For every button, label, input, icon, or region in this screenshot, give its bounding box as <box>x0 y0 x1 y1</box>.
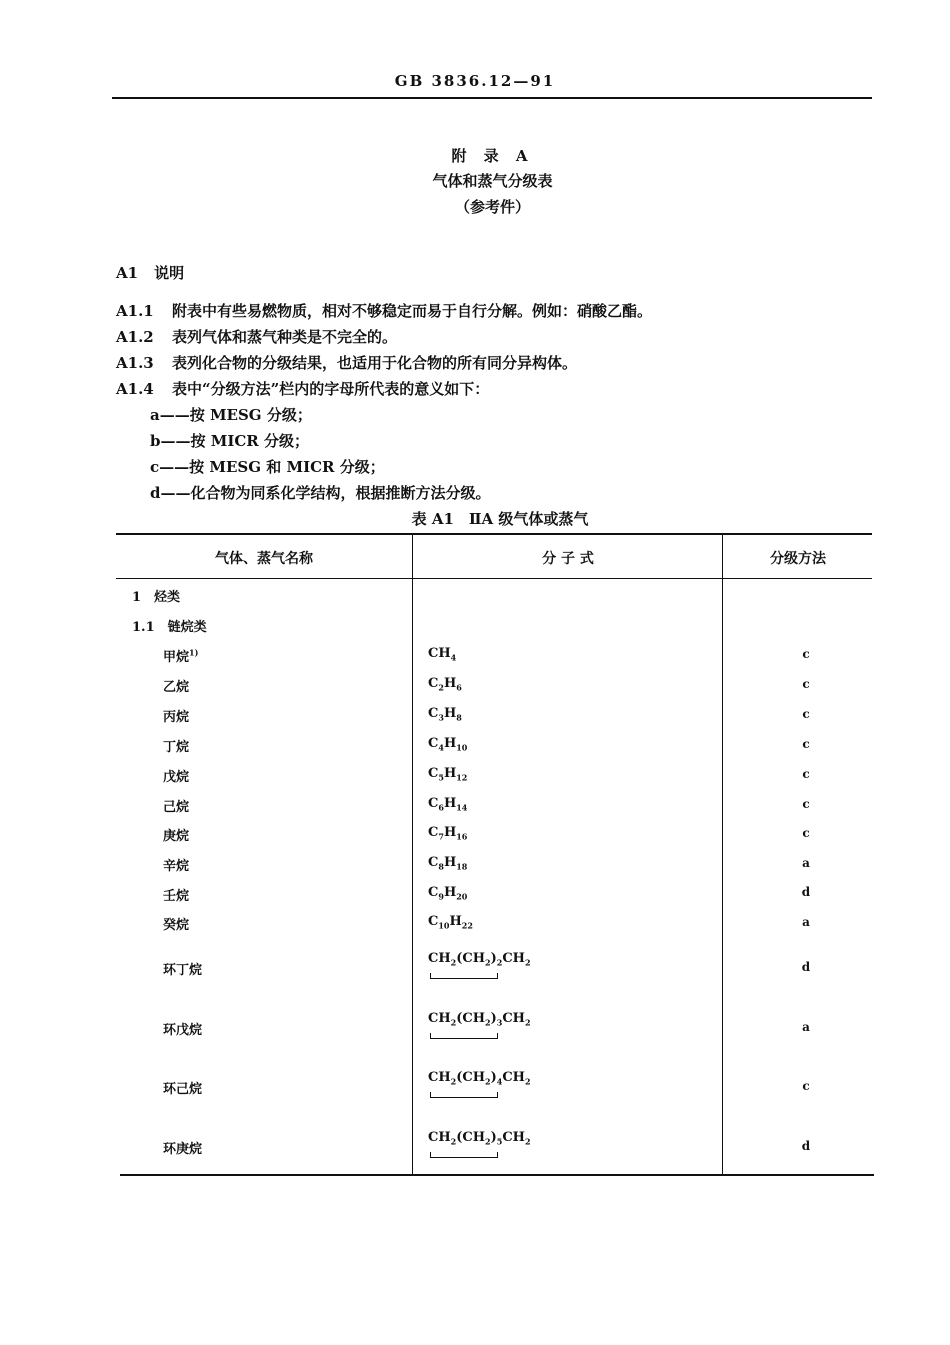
paragraph-text: 表中“分级方法”栏内的字母所代表的意义如下： <box>172 380 490 398</box>
ring-formula: $CH_2(CH_2)_3CH_2$ <box>428 1011 531 1028</box>
header-rule <box>112 97 872 99</box>
ring-bracket <box>430 1092 498 1098</box>
molecular-formula: $CH_4$ <box>428 646 457 663</box>
classification-method: c <box>802 647 810 661</box>
table-bottom-rule <box>120 1174 874 1176</box>
ring-formula: $CH_2(CH_2)_2CH_2$ <box>428 951 531 968</box>
gas-name: 环庚烷 <box>163 1142 203 1157</box>
ring-formula: $CH_2(CH_2)_5CH_2$ <box>428 1130 531 1147</box>
gas-name: 环戊烷 <box>163 1023 203 1038</box>
method-legend-item: b——按 MICR 分级； <box>150 432 309 450</box>
gas-name: 环丁烷 <box>163 963 203 978</box>
ring-bracket <box>430 973 498 979</box>
classification-method: c <box>802 797 810 811</box>
paragraph <box>116 352 577 373</box>
appendix-note: （参考件） <box>454 198 530 216</box>
gas-name: 己烷 <box>163 800 190 815</box>
group-heading: 1 烃类 <box>132 590 181 605</box>
ring-bracket <box>430 1033 498 1039</box>
classification-method: a <box>802 856 810 870</box>
molecular-formula: $C_8H_{18}$ <box>428 855 468 872</box>
appendix-title: 附 录 A <box>451 147 534 165</box>
classification-method: a <box>802 915 810 929</box>
ring-formula: $CH_2(CH_2)_4CH_2$ <box>428 1070 531 1087</box>
gas-name: 甲烷$^{1)}$ <box>163 647 199 665</box>
molecular-formula: $C_2H_6$ <box>428 676 462 693</box>
molecular-formula: $C_{10}H_{22}$ <box>428 914 473 931</box>
ring-bracket <box>430 1152 498 1158</box>
gas-name: 丙烷 <box>163 710 190 725</box>
classification-method: c <box>802 767 810 781</box>
paragraph-text: 表列化合物的分级结果，也适用于化合物的所有同分异构体。 <box>172 354 578 372</box>
molecular-formula: $C_6H_{14}$ <box>428 796 468 813</box>
classification-method: c <box>802 826 810 840</box>
section-title: 说明 <box>154 264 185 282</box>
appendix-subtitle: 气体和蒸气分级表 <box>432 172 553 190</box>
gas-name: 乙烷 <box>163 680 190 695</box>
column-header-formula: 分 子 式 <box>542 551 594 567</box>
gas-name: 环己烷 <box>163 1082 203 1097</box>
method-legend-item: a——按 MESG 分级； <box>150 406 312 424</box>
classification-method: c <box>802 737 810 751</box>
paragraph-text: 附表中有些易燃物质，相对不够稳定而易于自行分解。例如：硝酸乙酯。 <box>172 302 653 320</box>
column-header-method: 分级方法 <box>770 551 826 567</box>
gas-name: 壬烷 <box>163 889 190 904</box>
molecular-formula: $C_3H_8$ <box>428 706 462 723</box>
classification-method: c <box>802 677 810 691</box>
classification-method: d <box>801 1139 811 1153</box>
paragraph-number: A1.3 <box>116 354 154 372</box>
paragraph-number: A1.1 <box>116 302 154 320</box>
gas-name: 庚烷 <box>163 829 190 844</box>
table-top-rule <box>116 533 872 535</box>
gas-name: 癸烷 <box>163 918 190 933</box>
paragraph <box>116 300 652 321</box>
classification-method: c <box>802 1079 810 1093</box>
column-header-name: 气体、蒸气名称 <box>215 551 313 567</box>
standard-code: GB 3836.12—91 <box>394 72 556 90</box>
classification-method: d <box>801 885 811 899</box>
gas-name: 戊烷 <box>163 770 190 785</box>
section-heading <box>116 262 184 283</box>
paragraph <box>116 378 489 399</box>
paragraph-number: A1.4 <box>116 380 154 398</box>
molecular-formula: $C_9H_{20}$ <box>428 885 468 902</box>
section-number: A1 <box>116 264 139 282</box>
classification-method: d <box>801 960 811 974</box>
column-divider <box>412 533 413 1175</box>
molecular-formula: $C_4H_{10}$ <box>428 736 468 753</box>
paragraph <box>116 326 397 347</box>
molecular-formula: $C_7H_{16}$ <box>428 825 468 842</box>
classification-method: c <box>802 707 810 721</box>
gas-name: 辛烷 <box>163 859 190 874</box>
paragraph-number: A1.2 <box>116 328 154 346</box>
table-caption: 表 A1 ⅡA 级气体或蒸气 <box>411 510 589 528</box>
method-legend-item: c——按 MESG 和 MICR 分级； <box>150 458 385 476</box>
paragraph-text: 表列气体和蒸气种类是不完全的。 <box>172 328 398 346</box>
table-header-rule <box>116 578 872 579</box>
method-legend-item: d——化合物为同系化学结构，根据推断方法分级。 <box>150 484 491 502</box>
classification-method: a <box>802 1020 810 1034</box>
gas-name: 丁烷 <box>163 740 190 755</box>
molecular-formula: $C_5H_{12}$ <box>428 766 468 783</box>
column-divider <box>722 533 723 1175</box>
subgroup-heading: 1.1 链烷类 <box>132 620 207 635</box>
